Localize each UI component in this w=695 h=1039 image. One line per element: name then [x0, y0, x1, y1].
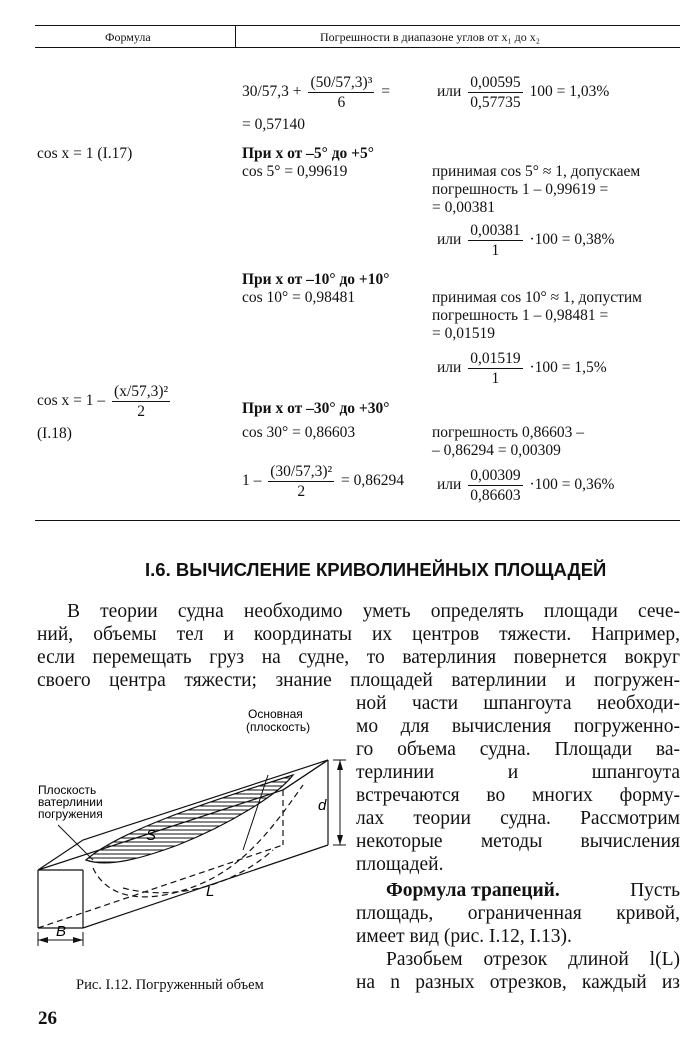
col-line-7: некоторые методы вычисления	[356, 831, 680, 852]
col-line-5: встречаются во многих форму-	[356, 785, 680, 806]
formula-I17: cos x = 1 (I.17)	[37, 145, 133, 162]
range-30-value: cos 30° = 0,86603	[242, 424, 356, 441]
range-30-calc: 1 – $\frac{\text{(30/57,3)²}}{2}$ = 0,86294	[242, 463, 405, 500]
para-line-1: В теории судна необходимо уметь определять площади сече-	[67, 601, 680, 622]
label-B: B	[56, 923, 67, 940]
trap-rest: Пусть	[630, 880, 680, 901]
range-30-error-line1: погрешность 0,86603 –	[432, 424, 584, 441]
table-header-rule	[35, 47, 680, 48]
range-10-error-line2: погрешность 1 – 0,98481 =	[432, 307, 609, 324]
section-heading: I.6. ВЫЧИСЛЕНИЕ КРИВОЛИНЕЙНЫХ ПЛОЩАДЕЙ	[145, 559, 607, 580]
last-line-2: на n разных отрезков, каждый из	[356, 972, 680, 993]
para-line-3: если перемещать груз на судне, то ватерлиния повернется вокруг	[37, 647, 680, 668]
figure-submerged-volume	[28, 700, 348, 965]
range-5-value: cos 5° = 0,99619	[242, 163, 348, 180]
table-header-formula: Формула	[105, 30, 151, 44]
error-50-deg: или $\frac{0,00595}{0,57735}$ 100 = 1,03%	[437, 74, 610, 111]
trap-line-2: имеет вид (рис. I.12, I.13).	[356, 926, 572, 947]
range-10-error-line3: = 0,01519	[432, 325, 495, 342]
col-line-4: терлинии и шпангоута	[356, 762, 680, 783]
range-30-error-percent: или $\frac{0,00309}{0,86603}$ ·100 = 0,36%	[437, 467, 615, 504]
range-5-error-line2: погрешность 1 – 0,99619 =	[432, 181, 609, 198]
figure-caption: Рис. I.12. Погруженный объем	[76, 977, 264, 993]
para-line-4: своего центра тяжести; знание площадей ватерлинии и погружен-	[37, 670, 680, 691]
range-10-title: При x от –10° до +10°	[242, 271, 390, 288]
col-line-1: ной части шпангоута необходи-	[356, 693, 680, 714]
table-top-rule	[35, 25, 680, 26]
col-line-8: площадей.	[356, 854, 444, 875]
range-10-error-percent: или $\frac{0,01519}{1}$ ·100 = 1,5%	[437, 350, 607, 387]
label-base-plane-2: (плоскость)	[246, 720, 311, 734]
range-5-error-percent: или $\frac{0,00381}{1}$ ·100 = 0,38%	[437, 222, 615, 259]
label-waterplane-3: погружения	[38, 807, 103, 821]
col-line-2: мо для вычисления погруженно-	[356, 716, 680, 737]
range-10-value: cos 10° = 0,98481	[242, 289, 356, 306]
calc-50-deg: 30/57,3 + $\frac{\text{(50/57,3)³}}{6}$ =	[242, 74, 390, 111]
col-line-6: лах теории судна. Рассмотрим	[356, 808, 680, 829]
range-5-error-line1: принимая cos 5° ≈ 1, допускаем	[432, 163, 641, 180]
waterplane-area	[86, 775, 293, 863]
label-S: S	[146, 827, 157, 844]
last-line-1: Разобьем отрезок длиной l(L)	[386, 949, 680, 970]
label-base-plane: Основная	[248, 707, 303, 721]
range-5-title: При x от –5° до +5°	[242, 145, 374, 162]
col-line-3: го объема судна. Площади ва-	[356, 739, 680, 760]
trap-line-1: площадь, ограниченная кривой,	[356, 903, 680, 924]
formula-I18-label: (I.18)	[37, 425, 72, 442]
para-line-2: ний, объемы тел и координаты их центров тяжести. Например,	[37, 624, 680, 645]
table-header-errors: Погрешности в диапазоне углов от x₁ до x₂	[320, 30, 540, 44]
calc-50-deg-result: = 0,57140	[242, 116, 305, 133]
label-L: L	[206, 883, 215, 900]
range-30-error-line2: – 0,86294 = 0,00309	[432, 442, 561, 459]
label-waterplane-2: ватерлинии	[38, 795, 103, 809]
trap-title-line	[386, 879, 680, 902]
range-10-error-line1: принимая cos 10° ≈ 1, допустим	[432, 289, 642, 306]
range-30-title: При x от –30° до +30°	[242, 400, 390, 417]
page-number: 26	[38, 1008, 57, 1029]
table-header-divider	[235, 25, 236, 47]
range-5-error-line3: = 0,00381	[432, 199, 495, 216]
label-d: d	[318, 797, 327, 814]
table-bottom-rule	[35, 520, 680, 521]
label-waterplane-1: Плоскость	[38, 783, 97, 797]
formula-I18: cos x = 1 – $\frac{\text{(x/57,3)²}}{2}$	[37, 383, 169, 420]
trap-title: Формула трапеций.	[386, 880, 560, 901]
